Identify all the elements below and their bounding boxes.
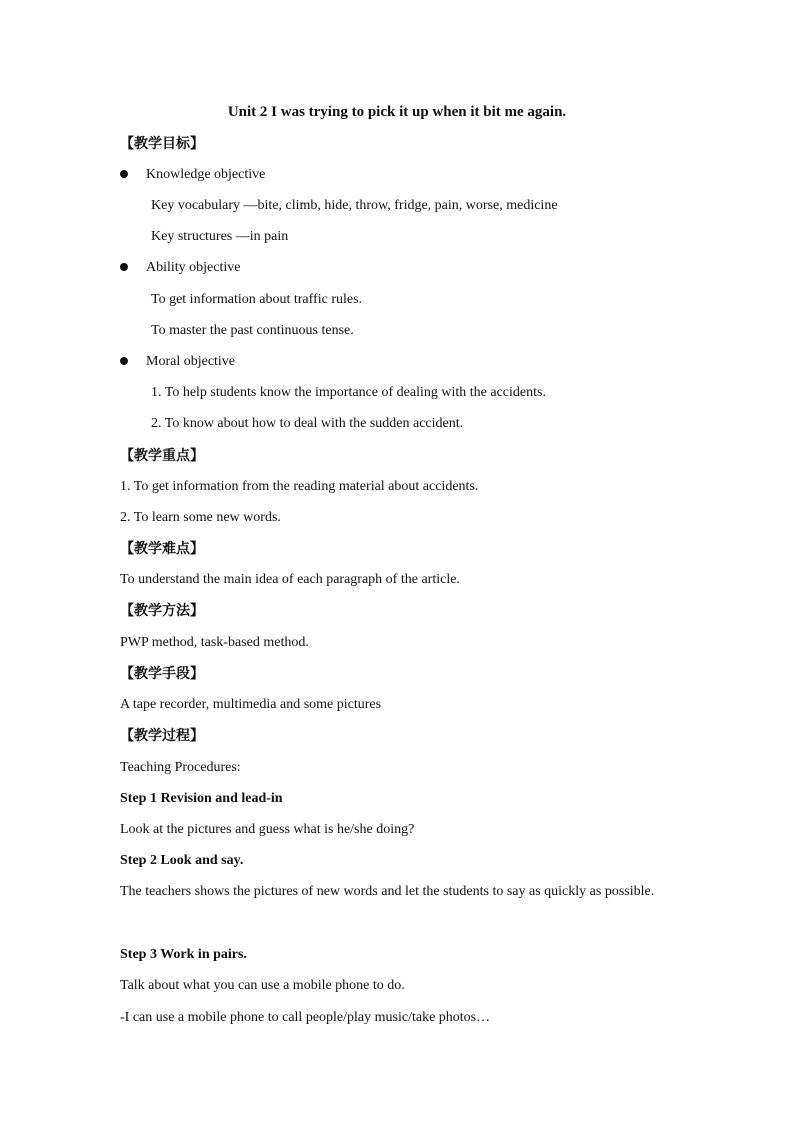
section-objectives-heading: 【教学目标】 (120, 136, 204, 152)
step-2-text: The teachers shows the pictures of new words and let the students to say as quickly as possible. (120, 884, 655, 899)
step-3-title: Step 3 Work in pairs. (120, 947, 247, 962)
means-1: A tape recorder, multimedia and some pictures (120, 697, 382, 712)
section-methods-heading: 【教学方法】 (120, 603, 204, 619)
step-1-text: Look at the pictures and guess what is he/she doing? (120, 822, 415, 837)
ability-line-2: To master the past continuous tense. (151, 323, 354, 338)
section-difficulties-heading: 【教学难点】 (120, 541, 204, 557)
section-key-points-heading: 【教学重点】 (120, 448, 204, 464)
moral-objective-label: Moral objective (146, 354, 236, 369)
bullet-icon (120, 357, 128, 365)
bullet-moral-objective (120, 352, 235, 372)
bullet-icon (120, 263, 128, 271)
key-structures-line: Key structures —in pain (151, 229, 289, 244)
bullet-icon (120, 170, 128, 178)
process-intro: Teaching Procedures: (120, 760, 241, 775)
section-process-heading: 【教学过程】 (120, 728, 204, 744)
key-point-1: 1. To get information from the reading material about accidents. (120, 479, 479, 494)
ability-objective-label: Ability objective (146, 260, 241, 275)
document-title: Unit 2 I was trying to pick it up when it bit me again. (227, 104, 567, 120)
step-1-title: Step 1 Revision and lead-in (120, 791, 283, 806)
moral-line-2: 2. To know about how to deal with the sudden accident. (151, 416, 464, 431)
difficulty-1: To understand the main idea of each paragraph of the article. (120, 572, 460, 587)
step-3-text: Talk about what you can use a mobile phone to do. (120, 978, 405, 993)
bullet-knowledge-objective (120, 165, 265, 185)
step-2-title: Step 2 Look and say. (120, 853, 244, 868)
bullet-ability-objective (120, 258, 240, 278)
ability-line-1: To get information about traffic rules. (151, 292, 363, 307)
section-means-heading: 【教学手段】 (120, 666, 204, 682)
step-3-example: -I can use a mobile phone to call people/play music/take photos… (120, 1010, 491, 1025)
knowledge-objective-label: Knowledge objective (146, 167, 266, 182)
moral-line-1: 1. To help students know the importance of dealing with the accidents. (151, 385, 546, 400)
method-1: PWP method, task-based method. (120, 635, 309, 650)
key-vocabulary-line: Key vocabulary —bite, climb, hide, throw, fridge, pain, worse, medicine (151, 198, 558, 213)
key-point-2: 2. To learn some new words. (120, 510, 281, 525)
